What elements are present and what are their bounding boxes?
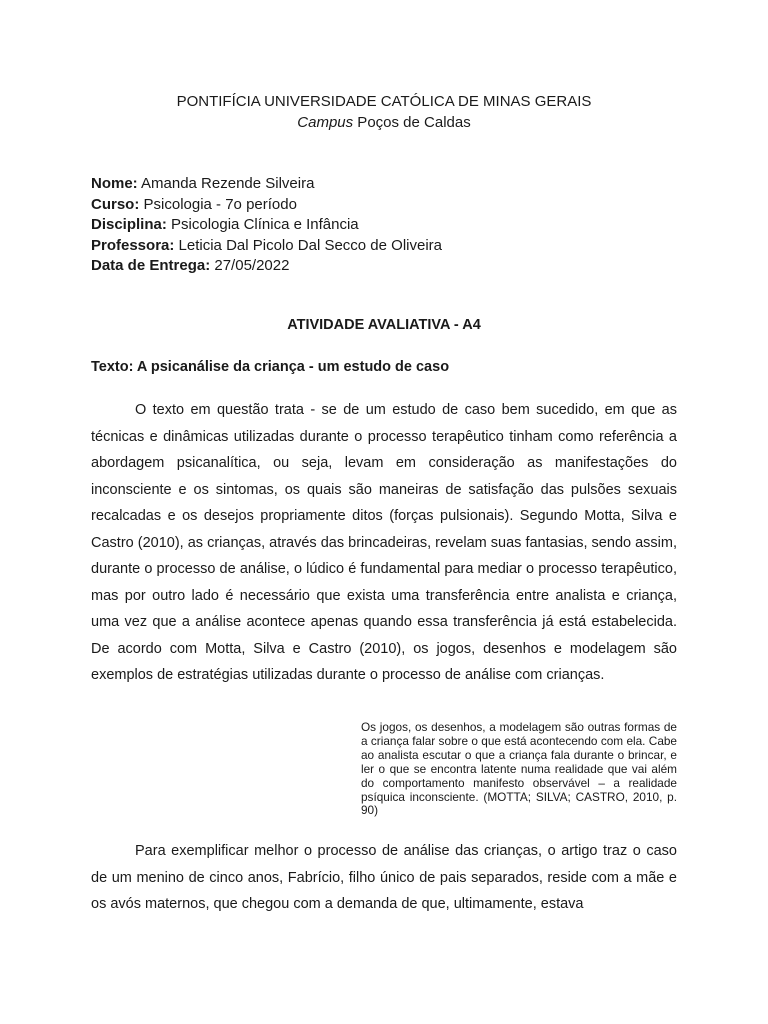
disciplina-label: Disciplina:	[91, 216, 167, 233]
curso-label: Curso:	[91, 195, 140, 213]
entrega-value: 27/05/2022	[210, 257, 290, 274]
info-curso	[91, 195, 691, 216]
campus-line	[0, 112, 768, 133]
nome-value: Amanda Rezende Silveira	[137, 175, 315, 192]
student-info	[91, 174, 691, 277]
campus-label: Campus	[297, 114, 354, 131]
paragraph-1-text: O texto em questão trata - se de um estudo de caso bem sucedido, em que as técnicas e dinâmicas utilizadas durante o processo terapêutico tinham como referência a abordagem psicanalítica, ou seja, levam em consideração as manifestações do inconsciente e os sintomas, os quais são maneiras de satisfação das pulsões sexuais recalcadas e os desejos propriamente ditos (forças pulsionais). Segundo Motta, Silva e Castro (2010), as crianças, através das brincadeiras, revelam suas fantasias, sendo assim, durante o processo de análise, o lúdico é fundamental para mediar o processo terapêutico, mas por outro lado é necessário que exista uma transferência entre analista e criança, uma vez que a análise acontece apenas quando essa transferência já está estabelecida. De acordo com Motta, Silva e Castro (2010), os jogos, desenhos e modelagem são exemplos de estratégias utilizadas durante o processo de análise com crianças.	[91, 402, 677, 683]
paragraph-2	[91, 838, 677, 918]
professora-value: Leticia Dal Picolo Dal Secco de Oliveira	[174, 236, 442, 254]
info-disciplina	[91, 215, 691, 236]
campus-name: Poços de Caldas	[353, 114, 471, 131]
info-nome	[91, 174, 691, 195]
paragraph-1	[91, 397, 677, 689]
text-subtitle: Texto: A psicanálise da criança - um estudo de caso	[91, 359, 450, 375]
paragraph-2-text: Para exemplificar melhor o processo de análise das crianças, o artigo traz o caso de um menino de cinco anos, Fabrício, filho único de pais separados, reside com a mãe e os avós maternos, que chegou com a demanda de que, ultimamente, estava	[91, 843, 677, 912]
nome-label: Nome:	[91, 175, 138, 192]
block-quote: Os jogos, os desenhos, a modelagem são outras formas de a criança falar sobre o que está acontecendo com ela. Cabe ao analista escutar o que a criança fala durante o brincar, e ler o que se encontra latente numa realidade que vai além do comportamento manifesto observável – a realidade psíquica inconsciente. (MOTTA; SILVA; CASTRO, 2010, p. 90)	[361, 720, 677, 818]
document-header	[0, 91, 768, 133]
professora-label: Professora:	[91, 236, 175, 254]
info-professora	[91, 236, 691, 257]
disciplina-value: Psicologia Clínica e Infância	[166, 216, 359, 233]
curso-value: Psicologia - 7o período	[139, 195, 297, 213]
university-name: PONTIFÍCIA UNIVERSIDADE CATÓLICA DE MINAS GERAIS	[176, 93, 592, 110]
info-entrega	[91, 256, 691, 277]
entrega-label: Data de Entrega:	[91, 257, 211, 274]
assignment-title: ATIVIDADE AVALIATIVA - A4	[287, 317, 481, 333]
